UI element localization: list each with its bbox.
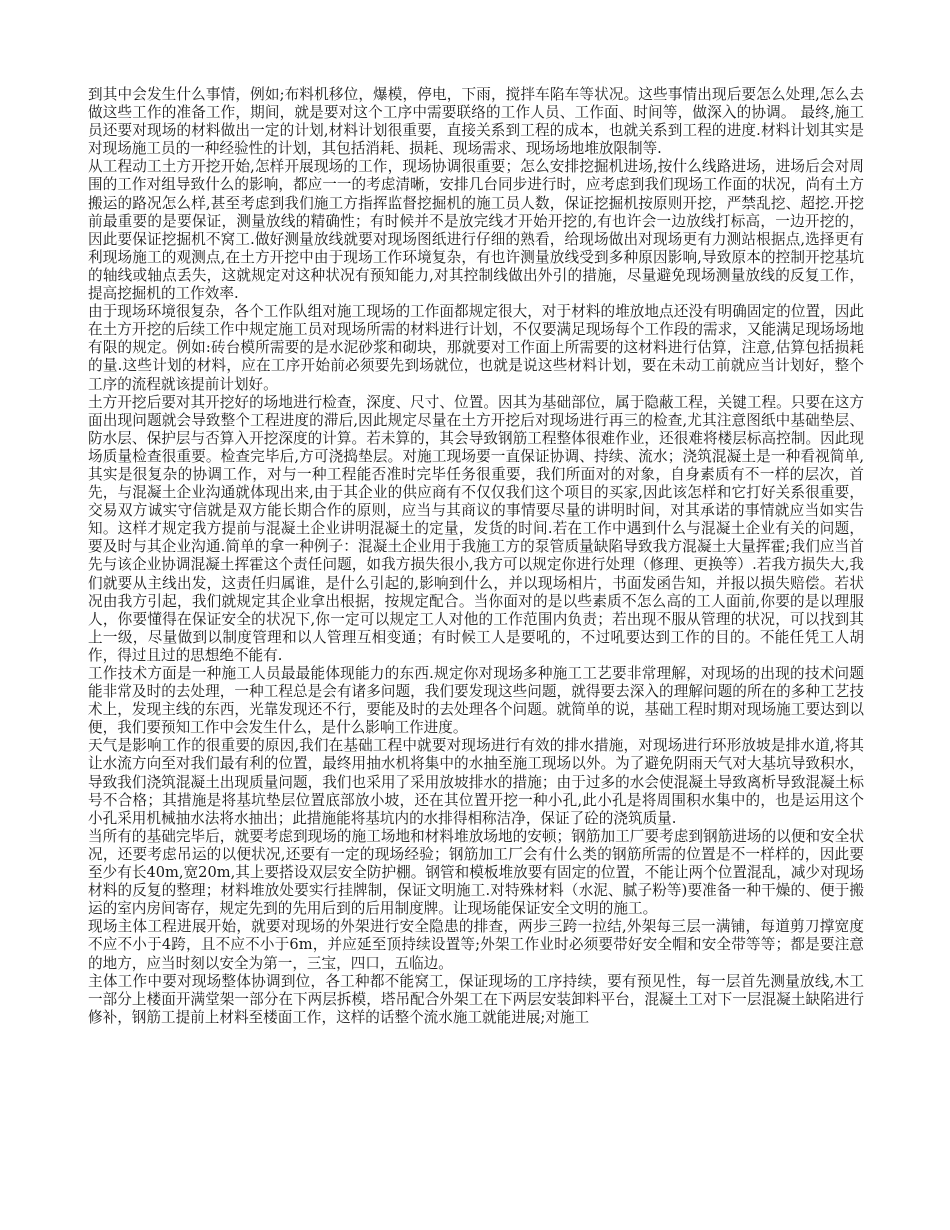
paragraph-scaffold-safety: 现场主体工程进展开始，就要对现场的外架进行安全隐患的排查，两步三跨一拉结,外架每三层一满铺，每道剪刀撑宽度不应不小于4跨，且不应不小于6m，并应延至顶持续设置等;外架工作业时必须要带好安全帽和安全带等等；都是要注意的地方，应当时刻以安全为第一，三宝，四口，五临边。 bbox=[88, 918, 864, 972]
paragraph-material-planning: 由于现场环境很复杂，各个工作队组对施工现场的工作面都规定很大，对于材料的堆放地点还没有明确固定的位置，因此在土方开挖的后续工作中规定施工员对现场所需的材料进行计划，不仅要满足现场每个工作段的需求，又能满足现场场地有限的规定。例如:砖台模所需要的是水泥砂浆和砌块，那就要对工作面上所需要的这材料进行估算，注意,估算包括损耗的量.这些计划的材料，应在工序开始前必须要先到场就位，也就是说这些材料计划，要在未动工前就应当计划好，整个工序的流程就该提前计划好。 bbox=[88, 303, 864, 393]
paragraph-weather-drainage: 天气是影响工作的很重要的原因,我们在基础工程中就要对现场进行有效的排水措施，对现场进行环形放坡是排水道,将其让水流方向至对我们最有利的位置，最终用抽水机将集中的水抽至施工现场以外。为了避免阴雨天气对大基坑导致积水，导致我们浇筑混凝土出现质量问题，我们也采用了采用放坡排水的措施；由于过多的水会使混凝土导致离析导致混凝土标号不合格；其措施是将基坑垫层位置底部放小坡，还在其位置开挖一种小孔,此小孔是将周围积水集中的，也是运用这个小孔采用机械抽水法将水抽出；此措施能将基坑内的水排得相称洁净，保证了砼的浇筑质量. bbox=[88, 737, 864, 827]
paragraph-main-structure: 主体工作中要对现场整体协调到位，各工种都不能窝工，保证现场的工序持续，要有预见性，每一层首先测量放线,木工一部分上楼面开满堂架一部分在下两层拆模，塔吊配合外架工在下两层安装卸料平台，混凝土工对下一层混凝土缺陷进行修补，钢筋工提前上材料至楼面工作，这样的话整个流水施工就能进展;对施工 bbox=[88, 972, 864, 1026]
paragraph-intro-coordination: 到其中会发生什么事情，例如;布料机移位，爆模，停电，下雨，搅拌车陷车等状况。这些事情出现后要怎么处理,怎么去做这些工作的准备工作，期间，就是要对这个工序中需要联络的工作人员、工作面、时间等，做深入的协调。 最终,施工员还要对现场的材料做出一定的计划,材料计划很重要，直接关系到工程的成本，也就关系到工程的进度.材料计划其实是对现场施工员的一种经验性的计划，其包括消耗、损耗、现场需求、现场场地堆放限制等. bbox=[88, 86, 864, 158]
paragraph-earthwork-excavation: 从工程动工土方开挖开始,怎样开展现场的工作，现场协调很重要；怎么安排挖掘机进场,按什么线路进场，进场后会对周围的工作对组导致什么的影响，都应一一的考虑清晰，安排几台同步进行时，应考虑到我们现场工作面的状况，尚有土方搬运的路况怎么样,甚至考虑到我们施工方指挥监督挖掘机的施工员人数，保证挖掘机按原则开挖，严禁乱挖、超挖.开挖前最重要的是要保证，测量放线的精确性；有时候并不是放完线才开始开挖的,有也许会一边放线打标高，一边开挖的，因此要保证挖掘机不窝工.做好测量放线就要对现场图纸进行仔细的熟看，给现场做出对现场更有力测站根据点,选择更有利现场施工的观测点,在土方开挖中由于现场工作环境复杂，有也许测量放线受到多种原因影响,导致原本的控制开挖基坑的轴线或轴点丢失，这就规定对这种状况有预知能力,对其控制线做出外引的措施，尽量避免现场测量放线的反复工作，提高挖掘机的工作效率. bbox=[88, 158, 864, 303]
paragraph-site-inspection: 土方开挖后要对其开挖好的场地进行检查，深度、尺寸、位置。因其为基础部位，属于隐蔽工程，关键工程。只要在这方面出现问题就会导致整个工程进度的滞后,因此规定尽量在土方开挖后对现场进行再三的检查,尤其注意图纸中基础垫层、防水层、保护层与否算入开挖深度的计算。若未算的，其会导致钢筋工程整体很难作业，还很难将楼层标高控制。因此现场质量检查很重要。检查完毕后,方可浇捣垫层。对施工现场要一直保证协调、持续、流水；浇筑混凝土是一种看视简单,其实是很复杂的协调工作，对与一种工程能否准时完毕任务很重要，我们所面对的对象，自身素质有不一样的层次，首先，与混凝土企业沟通就体现出来,由于其企业的供应商有不仅仅我们这个项目的买家,因此该怎样和它打好关系很重要，交易双方诚实守信就是双方能长期合作的原则，应当与其商议的事情要尽量的讲明时间，对其承诺的事情就应当如实告知。这样才规定我方提前与混凝土企业讲明混凝土的定量，发货的时间.若在工作中遇到什么与混凝土企业有关的问题，要及时与其企业沟通.简单的拿一种例子：混凝土企业用于我施工方的泵管质量缺陷导致我方混凝土大量挥霍;我们应当首先与该企业协调混凝土挥霍这个责任问题，如我方损失很小,我方可以规定你进行处理（修理、更换等）.若我方损失大,我们就要从主线出发，这责任归属谁，是什么引起的,影响到什么，并以现场相片，书面发函告知，并报以损失赔偿。若状况由我方引起，我们就规定其企业拿出根据，按规定配合。当你面对的是以些素质不怎么高的工人面前,你要的是以理服人，你要懂得在保证安全的状况下,你一定可以规定工人对他的工作范围内负责；若出现不服从管理的状况，可以找到其上一级，尽量做到以制度管理和以人管理互相变通；有时候工人是要吼的，不过吼要达到工作的目的。不能任凭工人胡作，得过且过的思想绝不能有. bbox=[88, 393, 864, 664]
paragraph-site-layout: 当所有的基础完毕后，就要考虑到现场的施工场地和材料堆放场地的安顿；钢筋加工厂要考虑到钢筋进场的以便和安全状况，还要考虑吊运的以便状况,还要有一定的现场经验；钢筋加工厂会有什么类的钢筋所需的位置是不一样样的，因此要至少有长40m,宽20m,其上要搭设双层安全防护棚。钢管和模板堆放要有固定的位置，不能让两个位置混乱，减少对现场材料的反复的整理；材料堆放处要实行挂牌制，保证文明施工.对特殊材料（水泥、腻子粉等)要准备一种干燥的、便于搬运的室内房间寄存，规定先到的先用后到的后用制度牌。让现场能保证安全文明的施工。 bbox=[88, 827, 864, 918]
paragraph-technical-skills: 工作技术方面是一种施工人员最最能体现能力的东西.规定你对现场多种施工工艺要非常理解，对现场的出现的技术问题能非常及时的去处理，一种工程总是会有诸多问题，我们要发现这些问题，就得要去深入的理解问题的所在的多种工艺技术上，发现主线的东西，光靠发现还不行，要能及时的去处理各个问题。就简单的说，基础工程时期对现场施工要达到以便，我们要预知工作中会发生什么，是什么影响工作进度。 bbox=[88, 665, 864, 737]
document-body bbox=[88, 86, 864, 1027]
